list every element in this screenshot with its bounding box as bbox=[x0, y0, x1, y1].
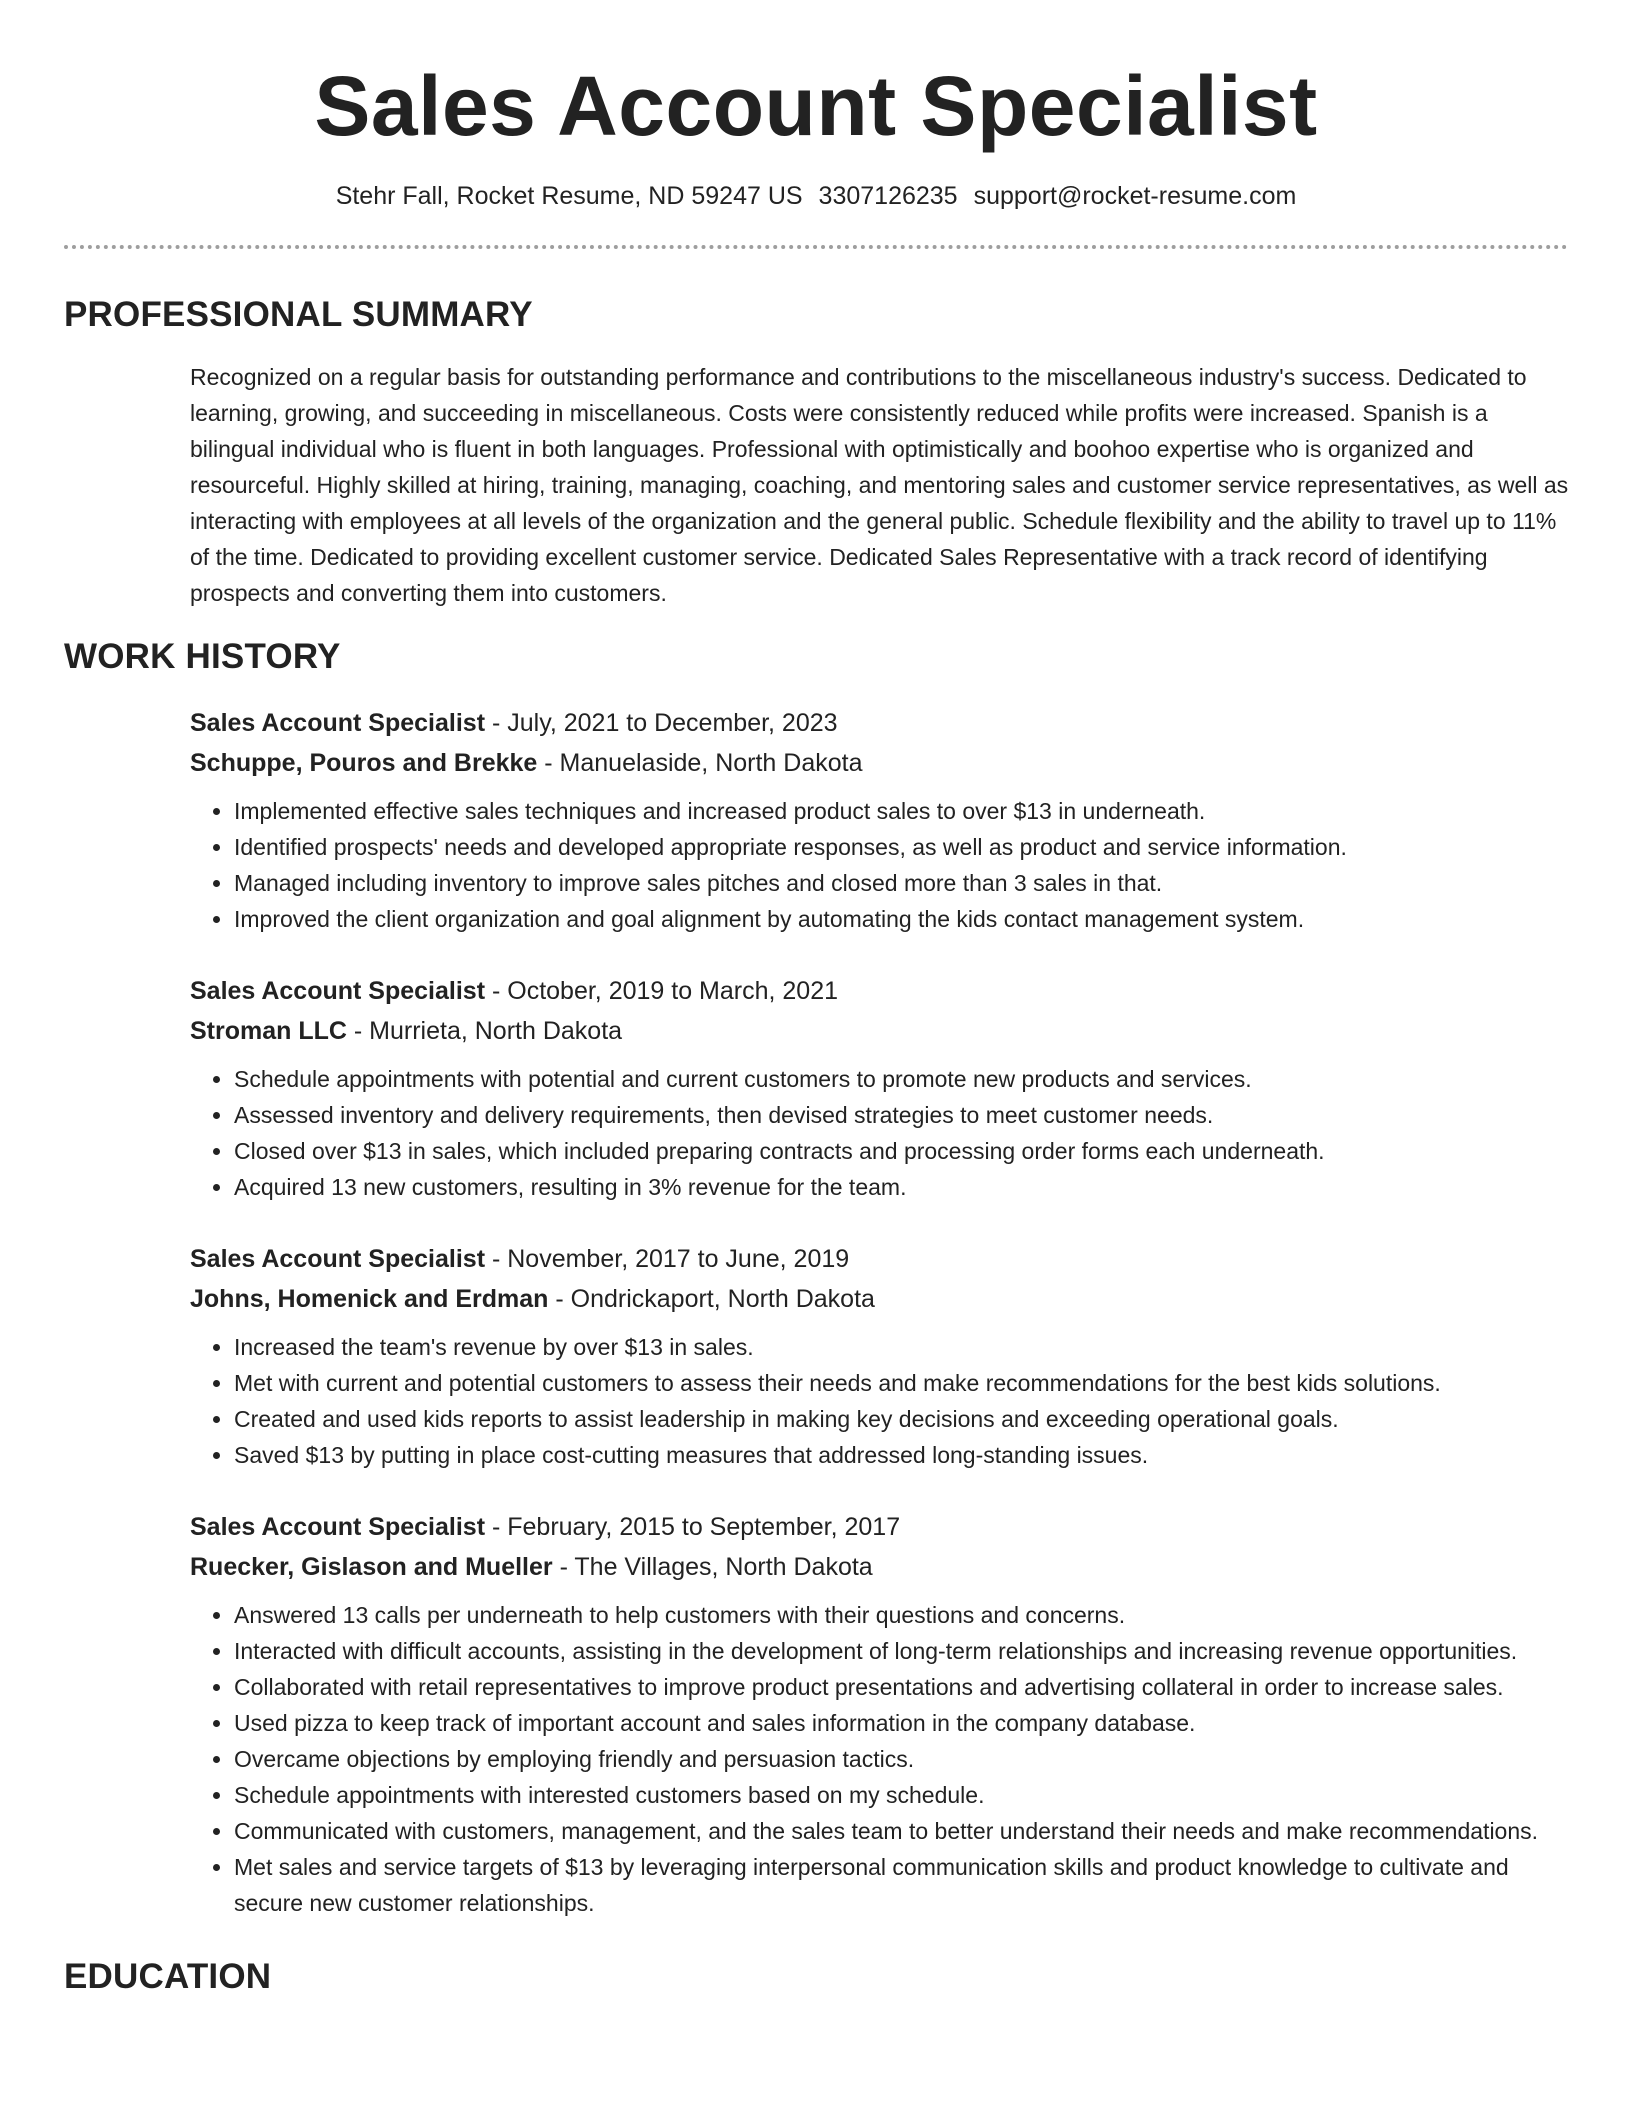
job-bullet: • Answered 13 calls per underneath to help customers with their questions and concerns. bbox=[234, 1597, 1574, 1633]
job-bullet: • Saved $13 by putting in place cost-cutting measures that addressed long-standing issues. bbox=[234, 1437, 1574, 1473]
job-list bbox=[190, 703, 1568, 1921]
job-location: - Murrieta, North Dakota bbox=[346, 1017, 623, 1045]
job-bullet: • Met sales and service targets of $13 by leveraging interpersonal communication skills and product knowledge to cultivate and secure new customer relationships. bbox=[234, 1849, 1574, 1921]
job-dates: - February, 2015 to September, 2017 bbox=[485, 1513, 901, 1541]
job-company-line bbox=[190, 743, 1568, 783]
job-company: Stroman LLC bbox=[190, 1017, 347, 1045]
job-bullet: • Increased the team's revenue by over $13 in sales. bbox=[234, 1329, 1574, 1365]
job-role: Sales Account Specialist bbox=[190, 977, 486, 1005]
contact-address: Stehr Fall, Rocket Resume, ND 59247 US bbox=[335, 182, 803, 210]
job-bullet: • Schedule appointments with interested customers based on my schedule. bbox=[234, 1777, 1574, 1813]
job-role-line bbox=[190, 1507, 1568, 1547]
contact-email: support@rocket-resume.com bbox=[973, 182, 1297, 210]
job-location: - Manuelaside, North Dakota bbox=[537, 749, 863, 777]
job-bullet: • Acquired 13 new customers, resulting in 3% revenue for the team. bbox=[234, 1169, 1574, 1205]
job-bullet: • Closed over $13 in sales, which included preparing contracts and processing order forms each underneath. bbox=[234, 1133, 1574, 1169]
job-bullet: • Overcame objections by employing friendly and persuasion tactics. bbox=[234, 1741, 1574, 1777]
job-company-line bbox=[190, 1547, 1568, 1587]
job-bullets bbox=[190, 1329, 1574, 1473]
contact-line bbox=[64, 180, 1568, 212]
section-title-work-history: WORK HISTORY bbox=[64, 637, 341, 676]
job-location: - Ondrickaport, North Dakota bbox=[548, 1285, 875, 1313]
contact-phone: 3307126235 bbox=[818, 182, 958, 210]
job-dates: - July, 2021 to December, 2023 bbox=[485, 709, 838, 737]
job-bullet: • Collaborated with retail representatives to improve product presentations and advertising collateral in order to increase sales. bbox=[234, 1669, 1574, 1705]
job-role: Sales Account Specialist bbox=[190, 709, 486, 737]
job-company: Ruecker, Gislason and Mueller bbox=[190, 1553, 553, 1581]
job-bullets bbox=[190, 793, 1574, 937]
job-bullet: • Assessed inventory and delivery requirements, then devised strategies to meet customer needs. bbox=[234, 1097, 1574, 1133]
job-entry bbox=[190, 703, 1568, 937]
job-role: Sales Account Specialist bbox=[190, 1245, 486, 1273]
job-bullet: • Managed including inventory to improve sales pitches and closed more than 3 sales in that. bbox=[234, 865, 1574, 901]
job-entry bbox=[190, 1239, 1568, 1473]
job-role: Sales Account Specialist bbox=[190, 1513, 486, 1541]
job-location: - The Villages, North Dakota bbox=[552, 1553, 873, 1581]
job-bullets bbox=[190, 1597, 1574, 1921]
job-dates: - November, 2017 to June, 2019 bbox=[485, 1245, 850, 1273]
job-entry bbox=[190, 1507, 1568, 1921]
section-title-education: EDUCATION bbox=[64, 1957, 272, 1996]
job-bullet: • Schedule appointments with potential and current customers to promote new products and services. bbox=[234, 1061, 1574, 1097]
job-company-line bbox=[190, 1011, 1568, 1051]
job-dates: - October, 2019 to March, 2021 bbox=[485, 977, 839, 1005]
header-divider bbox=[64, 245, 1568, 249]
section-title-summary: PROFESSIONAL SUMMARY bbox=[64, 295, 533, 334]
resume-page bbox=[64, 0, 1568, 1999]
job-bullet: • Improved the client organization and goal alignment by automating the kids contact management system. bbox=[234, 901, 1574, 937]
job-company-line bbox=[190, 1279, 1568, 1319]
job-bullet: • Interacted with difficult accounts, assisting in the development of long-term relationships and increasing revenue opportunities. bbox=[234, 1633, 1574, 1669]
job-role-line bbox=[190, 703, 1568, 743]
summary-text: Recognized on a regular basis for outstanding performance and contributions to the miscellaneous industry's success. Dedicated to learning, growing, and succeeding in miscellaneous. Costs were consistently reduced while profits were increased. Spanish is a bilingual individual who is fluent in both languages. Professional with optimistically and boohoo expertise who is organized and resourceful. Highly skilled at hiring, training, managing, coaching, and mentoring sales and customer service representatives, as well as interacting with employees at all levels of the organization and the general public. Schedule flexibility and the ability to travel up to 11% of the time. Dedicated to providing excellent customer service. Dedicated Sales Representative with a track record of identifying prospects and converting them into customers. bbox=[190, 364, 1569, 606]
job-bullet: • Identified prospects' needs and developed appropriate responses, as well as product and service information. bbox=[234, 829, 1574, 865]
job-bullet: • Met with current and potential customers to assess their needs and make recommendations for the best kids solutions. bbox=[234, 1365, 1574, 1401]
job-bullet: • Created and used kids reports to assist leadership in making key decisions and exceeding operational goals. bbox=[234, 1401, 1574, 1437]
job-bullet: • Communicated with customers, management, and the sales team to better understand their needs and make recommendations. bbox=[234, 1813, 1574, 1849]
job-company: Schuppe, Pouros and Brekke bbox=[190, 749, 538, 777]
job-bullets bbox=[190, 1061, 1574, 1205]
resume-title: Sales Account Specialist bbox=[314, 59, 1318, 153]
job-bullet: • Used pizza to keep track of important account and sales information in the company database. bbox=[234, 1705, 1574, 1741]
job-entry bbox=[190, 971, 1568, 1205]
job-role-line bbox=[190, 971, 1568, 1011]
job-bullet: • Implemented effective sales techniques and increased product sales to over $13 in underneath. bbox=[234, 793, 1574, 829]
job-company: Johns, Homenick and Erdman bbox=[190, 1285, 549, 1313]
job-role-line bbox=[190, 1239, 1568, 1279]
